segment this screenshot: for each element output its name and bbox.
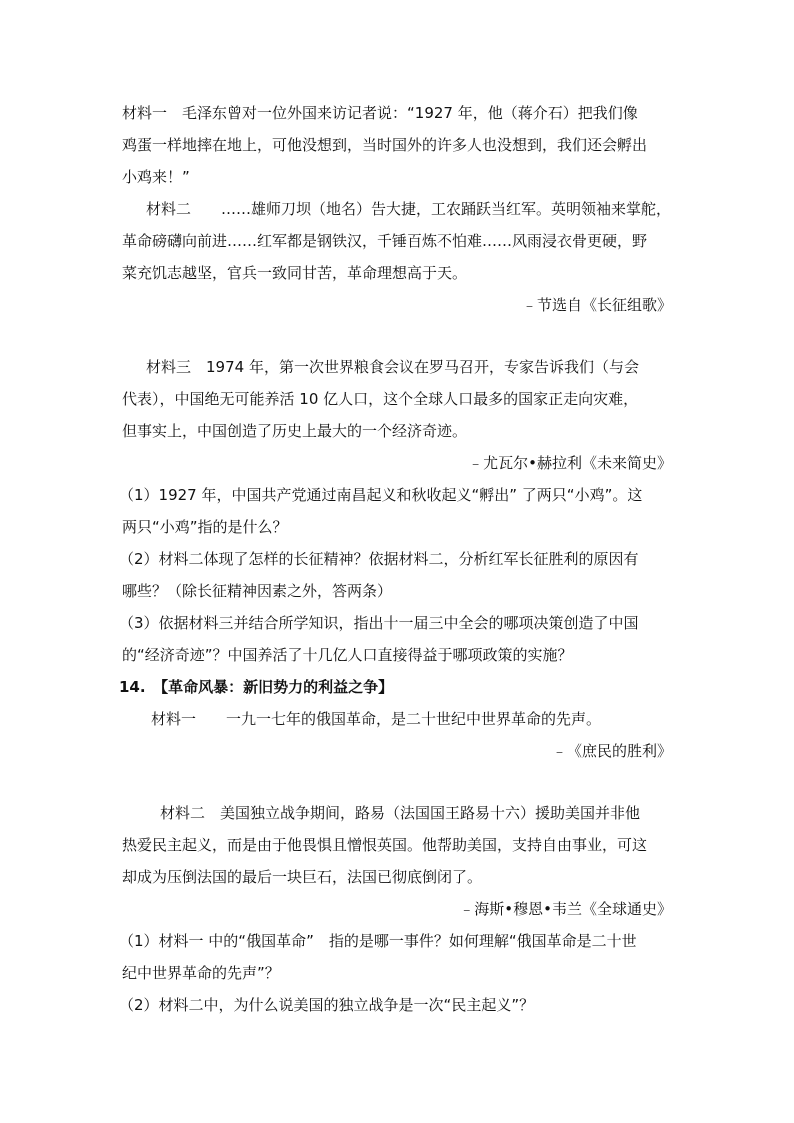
q13-material3-line3: 但事实上，中国创造了历史上最大的一个经济奇迹。	[122, 422, 468, 440]
q13-material2-line2: 革命磅礴向前进……红军都是钢铁汉，千锤百炼不怕难……风雨浸衣骨更硬，野	[122, 232, 648, 250]
q14-material2-line1: 材料二 美国独立战争期间，路易（法国国王路易十六）援助美国并非他	[160, 804, 641, 822]
q13-question2-line1: （2）材料二体现了怎样的长征精神？依据材料二，分析红军长征胜利的原因有	[119, 550, 639, 568]
q14-question1-line1: （1）材料一 中的“俄国革命” 指的是哪一事件？如何理解“俄国革命是二十世	[119, 932, 637, 950]
q14-material1-source: ﹣《庶民的胜利》	[551, 742, 672, 760]
q14-question2-line1: （2）材料二中，为什么说美国的独立战争是一次“民主起义”？	[119, 996, 535, 1014]
q14-heading: 14. 【革命风暴：新旧势力的利益之争】	[119, 678, 394, 696]
q13-material1-line3: 小鸡来！”	[122, 168, 190, 186]
q14-question1-line2: 纪中世界革命的先声”？	[122, 964, 280, 982]
q13-material3-line1: 材料三 1974 年，第一次世界粮食会议在罗马召开，专家告诉我们（与会	[146, 358, 639, 376]
q13-material2-line1: 材料二 ……雄师刀坝（地名）告大捷，工农踊跃当红军。英明领袖来掌舵，	[146, 200, 672, 218]
q13-question3-line1: （3）依据材料三并结合所学知识，指出十一届三中全会的哪项决策创造了中国	[119, 614, 639, 632]
q13-material1-line2: 鸡蛋一样地摔在地上，可他没想到，当时国外的许多人也没想到，我们还会孵出	[122, 136, 648, 154]
q13-material3-source: ﹣尤瓦尔•赫拉利《未来简史》	[468, 454, 672, 472]
q14-material2-source: ﹣海斯•穆恩•韦兰《全球通史》	[459, 900, 672, 918]
q13-material1-line1: 材料一 毛泽东曾对一位外国来访记者说：“1927 年，他（蒋介石）把我们像	[122, 104, 638, 122]
q13-question1-line2: 两只“小鸡”指的是什么？	[122, 518, 288, 536]
q14-material1-line1: 材料一 一九一七年的俄国革命，是二十世纪中世界革命的先声。	[151, 710, 602, 728]
q13-question1-line1: （1）1927 年，中国共产党通过南昌起义和秋收起义“孵出” 了两只“小鸡”。这	[119, 486, 643, 504]
q13-question3-line2: 的“经济奇迹”？中国养活了十几亿人口直接得益于哪项政策的实施？	[122, 646, 573, 664]
q13-material2-line3: 菜充饥志越坚，官兵一致同甘苦，革命理想高于天。	[122, 264, 468, 282]
q13-material3-line2: 代表），中国绝无可能养活 10 亿人口，这个全球人口最多的国家正走向灾难，	[122, 390, 639, 408]
q13-material2-source: ﹣节选自《长征组歌》	[521, 296, 672, 314]
q14-material2-line2: 热爱民主起义，而是由于他畏惧且憎恨英国。他帮助美国，支持自由事业，可这	[122, 836, 648, 854]
q13-question2-line2: 哪些？（除长征精神因素之外，答两条）	[122, 582, 393, 600]
q14-material2-line3: 却成为压倒法国的最后一块巨石，法国已彻底倒闭了。	[122, 868, 483, 886]
